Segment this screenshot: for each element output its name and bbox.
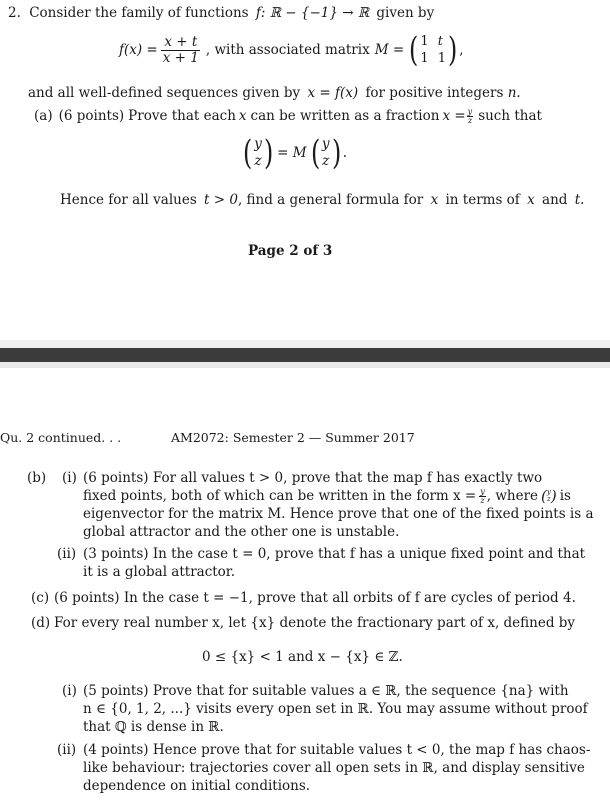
vector-eq-mid: = M	[277, 145, 307, 161]
part-b-ii-label: (ii)	[57, 546, 77, 562]
matrix-entry: 1	[437, 51, 446, 66]
rhs-vector-bottom: z	[322, 153, 330, 169]
part-a-small-fraction	[467, 108, 474, 125]
part-d-label: (d)	[31, 615, 51, 631]
part-a-label: (a)	[34, 108, 53, 124]
eigen-vector: ( y z )	[541, 487, 557, 505]
part-b-i-label: (i)	[62, 470, 77, 486]
rhs-vector: ( y z )	[310, 133, 341, 173]
small-frac-num: y	[467, 106, 473, 116]
part-b-ii-line-1: (3 points) In the case t = 0, prove that f has a unique fixed point and that	[83, 546, 586, 562]
matrix-entry: 1	[420, 51, 429, 66]
part-c-text: (6 points) In the case t = −1, prove that all orbits of f are cycles of period 4.	[54, 590, 576, 606]
hence-math-1: t > 0	[204, 192, 238, 208]
part-d-i-label: (i)	[62, 683, 77, 699]
intro-text-1: Consider the family of functions	[29, 5, 249, 21]
hence-text-1: Hence for all values	[60, 192, 197, 208]
part-b-i-text-2b: , where	[486, 488, 539, 504]
function-equation: f(x) = $\frac{x + t}{x + 1}$ , with associated matrix M = ( 1 t 1 1 ) ,	[119, 30, 464, 70]
part-d-ii-line-1: (4 points) Hence prove that for suitable values t < 0, the map f has chaos-	[83, 742, 591, 758]
part-d-ii-label: (ii)	[57, 742, 77, 758]
rhs-vector-top: y	[321, 136, 330, 152]
fixed-point-fraction: $\frac{y}{z}$	[480, 486, 485, 505]
part-b-i-text-2a: fixed points, both of which can be written in the form x =	[83, 488, 477, 504]
matrix-entry: t	[437, 34, 443, 49]
part-a-xn: x	[238, 108, 247, 124]
hence-text-2: , find a general formula for	[237, 192, 424, 208]
page-footer: Page 2 of 3	[248, 243, 333, 259]
small-frac-den: z	[467, 115, 473, 125]
part-b-i-line-2	[83, 487, 571, 505]
part-d-ii-line-2: like behaviour: trajectories cover all open sets in ℝ, and display sensitive	[83, 760, 585, 776]
part-a-text-2: can be written as a fraction	[250, 108, 440, 124]
func-fraction	[160, 35, 202, 66]
matrix-entry: 1	[420, 34, 429, 49]
part-b-label: (b)	[27, 470, 47, 486]
func-numerator: x + t	[161, 35, 200, 51]
hence-math-2: x	[430, 192, 439, 208]
recurrence: x = f(x)	[307, 85, 359, 101]
hence-text-4: and	[542, 192, 568, 208]
part-d-i-line-3: that ℚ is dense in ℝ.	[83, 719, 224, 735]
question-line-1	[8, 4, 434, 22]
part-d-i-line-1: (5 points) Prove that for suitable values a ∈ ℝ, the sequence {na} with	[83, 683, 569, 699]
intro-text-2: given by	[376, 5, 435, 21]
page-gap-bottom	[0, 362, 610, 368]
part-a-text-3: such that	[478, 108, 542, 124]
lhs-vector: ( y z )	[242, 133, 274, 173]
part-b-i-line-3: eigenvector for the matrix M. Hence prove that one of the fixed points is a	[83, 506, 594, 522]
page-gap-top	[0, 340, 610, 348]
sequences-text-1: and all well-defined sequences given by	[28, 85, 301, 101]
sequences-text-2: for positive integers	[365, 85, 504, 101]
lhs-vector-bottom: z	[254, 153, 262, 169]
part-c-label: (c)	[31, 590, 50, 606]
part-a-line	[34, 107, 542, 125]
vector-equation: ( y z ) = M ( y z ) .	[242, 133, 348, 173]
hence-text-3: in terms of	[445, 192, 520, 208]
part-d-display: 0 ≤ {x} < 1 and x − {x} ∈ ℤ.	[202, 649, 403, 665]
header-left: Qu. 2 continued. . .	[0, 430, 122, 445]
sequences-line	[28, 84, 521, 102]
part-b-i-text-2c: is	[559, 488, 571, 504]
hence-line	[60, 191, 584, 209]
with-matrix-text: , with associated matrix	[205, 42, 370, 58]
func-denominator: x + 1	[162, 49, 199, 66]
part-b-i-line-1: (6 points) For all values t > 0, prove that the map f has exactly two	[83, 470, 543, 486]
part-b-i-line-4: global attractor and the other one is unstable.	[83, 524, 400, 540]
func-lhs: f(x) =	[119, 42, 158, 58]
part-a-points: (6 points)	[58, 108, 125, 124]
matrix-entries	[420, 33, 446, 67]
part-d-ii-line-3: dependence on initial conditions.	[83, 778, 311, 794]
part-d-i-line-2: n ∈ {0, 1, 2, ...} visits every open set in ℝ. You may assume without proof	[83, 701, 588, 717]
lhs-vector-top: y	[254, 136, 262, 152]
part-b-ii-line-2: it is a global attractor.	[83, 564, 236, 580]
matrix-label: M =	[374, 42, 405, 58]
n-symbol: n.	[507, 85, 521, 101]
function-def: f: ℝ − {−1} → ℝ	[255, 5, 370, 21]
page-separator	[0, 348, 610, 362]
part-a-text-1: Prove that each	[128, 108, 236, 124]
question-number: 2.	[8, 5, 21, 21]
part-a-frac-eq: x =	[442, 108, 466, 124]
hence-math-3: x	[527, 192, 535, 208]
hence-math-4: t.	[574, 192, 585, 208]
matrix-m: ( 1 t 1 1 )	[409, 30, 458, 70]
header-center: AM2072: Semester 2 — Summer 2017	[171, 430, 415, 445]
part-d-text: For every real number x, let {x} denote the fractionary part of x, defined by	[54, 615, 576, 631]
